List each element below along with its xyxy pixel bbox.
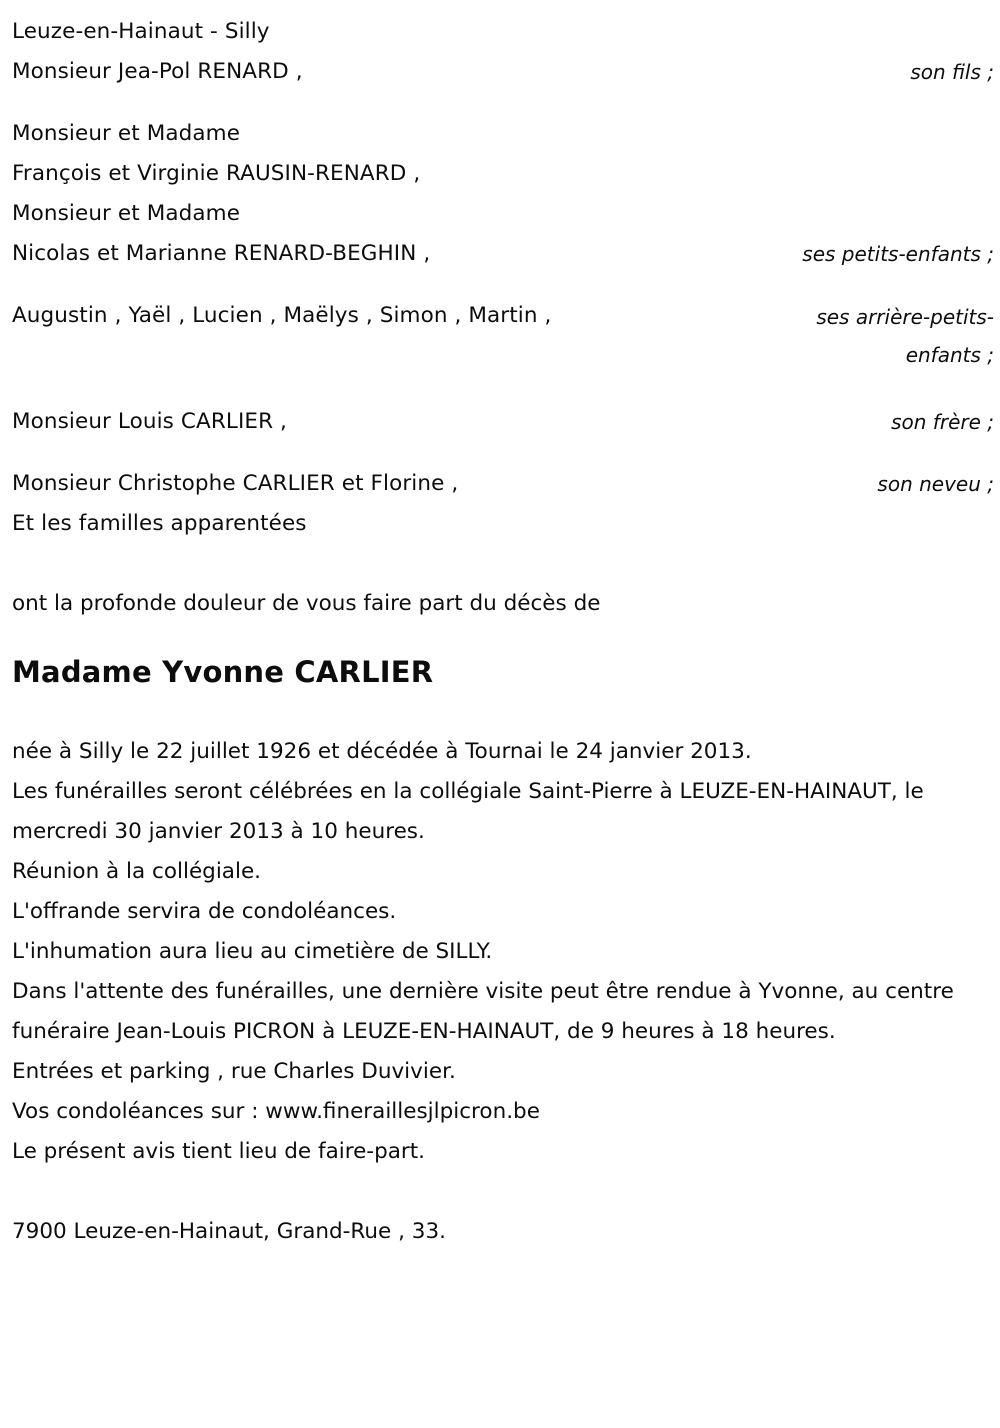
relation-label-arriere-petits-enfants: ses arrière-petits-enfants ; [816, 305, 994, 367]
notice-note: Le présent avis tient lieu de faire-part. [12, 1139, 425, 1164]
closing-address: 7900 Leuze-en-Hainaut, Grand-Rue , 33. [12, 1219, 446, 1244]
announcement-line: ont la profonde douleur de vous faire part du décès de [12, 591, 601, 616]
family-member-name: Monsieur Christophe CARLIER et Florine , [12, 471, 459, 496]
family-group-names [12, 464, 458, 504]
condolences-url-line[interactable]: Vos condoléances sur : www.fineraillesjlpicron.be [12, 1099, 540, 1124]
spacer [12, 692, 994, 732]
family-group-grandchildren [12, 114, 994, 274]
spacer [12, 274, 994, 296]
spacer [12, 442, 994, 464]
family-group-names [12, 296, 551, 336]
family-group-great-grandchildren [12, 296, 994, 374]
burial-details: L'inhumation aura lieu au cimetière de SILLY. [12, 939, 493, 964]
family-group-nephew [12, 464, 994, 504]
parking-details: Entrées et parking , rue Charles Duvivier. [12, 1059, 456, 1084]
spacer [12, 92, 994, 114]
gathering-details: Réunion à la collégiale. [12, 859, 262, 884]
family-member-name: Monsieur et Madame [12, 121, 241, 146]
family-member-name: Monsieur et Madame [12, 201, 241, 226]
family-group-brother [12, 402, 994, 442]
family-group-names [12, 52, 303, 92]
family-group-names [12, 114, 430, 274]
family-member-name: Monsieur Jea-Pol RENARD , [12, 59, 303, 84]
relation-label-son-fils: son fils ; [910, 60, 994, 84]
family-member-name: Augustin , Yaël , Lucien , Maëlys , Simon , Martin , [12, 303, 552, 328]
relation-label-petits-enfants: ses petits-enfants ; [802, 242, 994, 266]
family-member-name: François et Virginie RAUSIN-RENARD , [12, 161, 421, 186]
offering-details: L'offrande servira de condoléances. [12, 899, 397, 924]
relation-label-son-frere: son frère ; [891, 410, 994, 434]
deceased-name: Madame Yvonne CARLIER [12, 655, 434, 689]
related-families: Et les familles apparentées [12, 511, 307, 536]
family-member-name: Monsieur Louis CARLIER , [12, 409, 287, 434]
visiting-details: Dans l'attente des funérailles, une dernière visite peut être rendue à Yvonne, au centre funéraire Jean-Louis PICRON à LEUZE-EN-HAINAUT, de 9 heures à 18 heures. [12, 979, 961, 1044]
spacer [12, 544, 994, 584]
locality-header: Leuze-en-Hainaut - Silly [12, 19, 270, 44]
funeral-details: Les funérailles seront célébrées en la collégiale Saint-Pierre à LEUZE-EN-HAINAUT, le mercredi 30 janvier 2013 à 10 heures. [12, 779, 931, 844]
relation-label-son-neveu: son neveu ; [877, 472, 994, 496]
spacer [12, 624, 994, 652]
family-group-names [12, 402, 287, 442]
spacer [12, 1172, 994, 1212]
family-member-name: Nicolas et Marianne RENARD-BEGHIN , [12, 241, 431, 266]
spacer [12, 374, 994, 402]
family-group-son [12, 52, 994, 92]
birth-death-details: née à Silly le 22 juillet 1926 et décédée à Tournai le 24 janvier 2013. [12, 739, 752, 764]
